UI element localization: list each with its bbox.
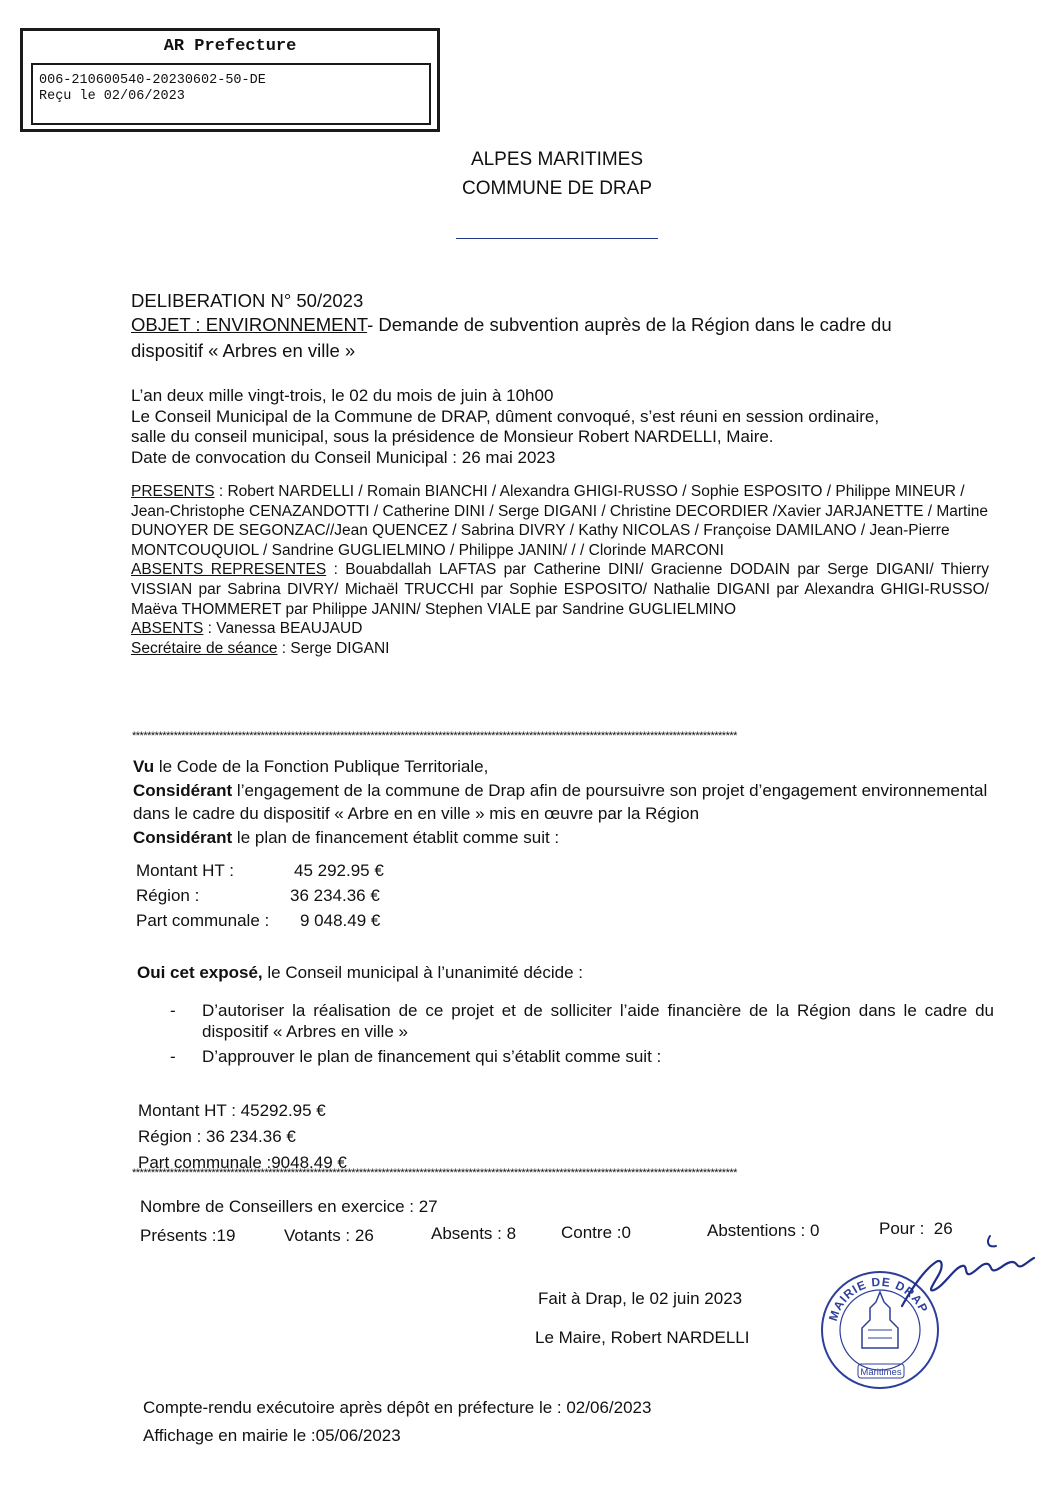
- separator-1: ****************************************************************************************************************************************************************: [132, 731, 737, 742]
- plan-row: [136, 908, 496, 933]
- considerant-2-paragraph: [133, 826, 993, 850]
- stamp-received-date: Reçu le 02/06/2023: [39, 89, 185, 104]
- secretary-label: Secrétaire de séance: [131, 639, 278, 657]
- footer-posting: Affichage en mairie le :05/06/2023: [143, 1426, 401, 1445]
- represented-list: : Bouabdallah LAFTAS par Catherine DINI/ Gracienne DODAIN par Serge DIGANI/ Thierry VISSIAN par Sabrina DIVRY/ Michaël TRUCCHI par Sophie ESPOSITO/ Nathalie DIGANI par Alexandra GHIGI-RUSSO/ Maëva THOMMERET par Philippe JANIN/ Stephen VIALE par Sandrine GUGLIELMINO: [131, 561, 989, 618]
- header-region: ALPES MARITIMES: [470, 149, 644, 170]
- seal-bottom-text: Maritimes: [860, 1367, 902, 1378]
- list-item: [170, 1000, 994, 1042]
- absents-list: : Vanessa BEAUJAUD: [203, 620, 363, 638]
- secretary-paragraph: [131, 639, 989, 659]
- vu-paragraph: [133, 755, 993, 779]
- vote-contre: Contre :0: [561, 1223, 631, 1242]
- considerations-block: [133, 755, 993, 849]
- header-divider: [456, 238, 658, 239]
- secretary-name: : Serge DIGANI: [277, 639, 390, 657]
- oui-label: Oui cet exposé,: [137, 963, 263, 982]
- considerant-2-text: le plan de financement établit comme suit :: [232, 827, 560, 847]
- signed-place-date: Fait à Drap, le 02 juin 2023: [538, 1289, 743, 1308]
- attendance-block: [131, 482, 989, 658]
- oui-text: le Conseil municipal à l’unanimité décide :: [262, 963, 584, 982]
- decision-list: [170, 1000, 994, 1067]
- vote-votants: Votants : 26: [284, 1226, 374, 1245]
- plan-label: Région :: [136, 886, 200, 905]
- bullet-dash: -: [170, 1001, 176, 1020]
- absents-label: ABSENTS: [131, 620, 204, 638]
- decision-item-1: D’autoriser la réalisation de ce projet et de solliciter l’aide financière de la Région dans le cadre du dispositif « Arbres en ville »: [202, 1001, 994, 1041]
- stamp-reference-box: [31, 63, 431, 125]
- object-text-line2: dispositif « Arbres en ville »: [131, 340, 356, 361]
- plan2-commune: Part communale :9048.49 €: [138, 1153, 347, 1172]
- plan-value: 9 048.49 €: [300, 911, 381, 930]
- plan-value: 36 234.36 €: [290, 886, 380, 905]
- considerant-2-label: Considérant: [133, 827, 233, 847]
- list-item: [170, 1046, 994, 1067]
- financing-plan-1: [136, 858, 496, 933]
- absents-paragraph: [131, 619, 989, 639]
- object-text: - Demande de subvention auprès de la Région dans le cadre du: [367, 314, 892, 335]
- presents-list: : Robert NARDELLI / Romain BIANCHI / Alexandra GHIGI-RUSSO / Sophie ESPOSITO / Philippe MINEUR / Jean-Christophe CENAZANDOTTI / Catherine DINI / Serge DIGANI / Christine DECORDIER /Xavier JARJANETTE / Martine DUNOYER DE SEGONZAC//Jean QUENCEZ / Sabrina DIVRY / Kathy NICOLAS / Françoise DAMILANO / Jean-Pierre MONTCOUQUIOL / Sandrine GUGLIELMINO / Philippe JANIN/ / / Clorinde MARCONI: [131, 483, 989, 559]
- deliberation-object: [131, 312, 991, 364]
- represented-paragraph: [131, 560, 989, 619]
- plan2-region: Région : 36 234.36 €: [138, 1127, 296, 1146]
- conseillers-count: Nombre de Conseillers en exercice : 27: [140, 1197, 438, 1216]
- represented-label: ABSENTS REPRESENTES: [131, 561, 327, 579]
- plan-label: Montant HT :: [136, 861, 234, 880]
- deliberation-number: DELIBERATION N° 50/2023: [131, 290, 364, 311]
- considerant-1-label: Considérant: [133, 780, 233, 800]
- plan-label: Part communale :: [136, 911, 270, 930]
- financing-plan-2: [138, 1098, 347, 1176]
- object-label: OBJET : ENVIRONNEMENT: [131, 314, 368, 335]
- stamp-title: AR Prefecture: [163, 37, 297, 56]
- header-commune: COMMUNE DE DRAP: [461, 178, 652, 199]
- plan-row: [136, 883, 496, 908]
- vu-text: le Code de la Fonction Publique Territoriale,: [154, 757, 489, 776]
- convocation-date: Date de convocation du Conseil Municipal : 26 mai 2023: [131, 447, 556, 467]
- considerant-1-paragraph: [133, 779, 993, 826]
- mayor-signature: [898, 1228, 1038, 1318]
- vote-pour: Pour : 26: [879, 1219, 953, 1238]
- session-convocation: Le Conseil Municipal de la Commune de DRAP, dûment convoqué, s’est réuni en session ordinaire,: [131, 406, 880, 426]
- decision-intro: [137, 962, 583, 983]
- presents-label: PRESENTS: [131, 483, 215, 500]
- vu-label: Vu: [133, 757, 155, 776]
- footer-executory: Compte-rendu exécutoire après dépôt en préfecture le : 02/06/2023: [143, 1398, 652, 1417]
- session-date: L’an deux mille vingt-trois, le 02 du mois de juin à 10h00: [131, 386, 554, 405]
- decision-item-2: D’approuver le plan de financement qui s’établit comme suit :: [202, 1047, 662, 1066]
- stamp-reference: 006-210600540-20230602-50-DE: [39, 73, 266, 88]
- vote-abstentions: Abstentions : 0: [707, 1221, 820, 1240]
- considerant-1-text: l’engagement de la commune de Drap afin de poursuivre son projet d’engagement environnemental dans le cadre du dispositif « Arbre en en ville » mis en œuvre par la Région: [133, 780, 988, 823]
- vote-presents: Présents :19: [140, 1226, 236, 1245]
- session-location: salle du conseil municipal, sous la présidence de Monsieur Robert NARDELLI, Maire.: [131, 427, 774, 446]
- mayor-name: Le Maire, Robert NARDELLI: [535, 1328, 750, 1347]
- vote-absents: Absents : 8: [431, 1224, 517, 1243]
- seal-text: MAIRIE DE DRAP: [825, 1274, 932, 1323]
- plan-row: [136, 858, 496, 883]
- session-block: [131, 386, 1001, 468]
- plan-value: 45 292.95 €: [294, 861, 384, 880]
- prefecture-stamp: [20, 28, 440, 132]
- presents-paragraph: [131, 482, 989, 560]
- bullet-dash: -: [170, 1047, 176, 1066]
- plan2-amount: Montant HT : 45292.95 €: [138, 1101, 326, 1120]
- separator-2: ****************************************************************************************************************************************************************: [132, 1168, 737, 1179]
